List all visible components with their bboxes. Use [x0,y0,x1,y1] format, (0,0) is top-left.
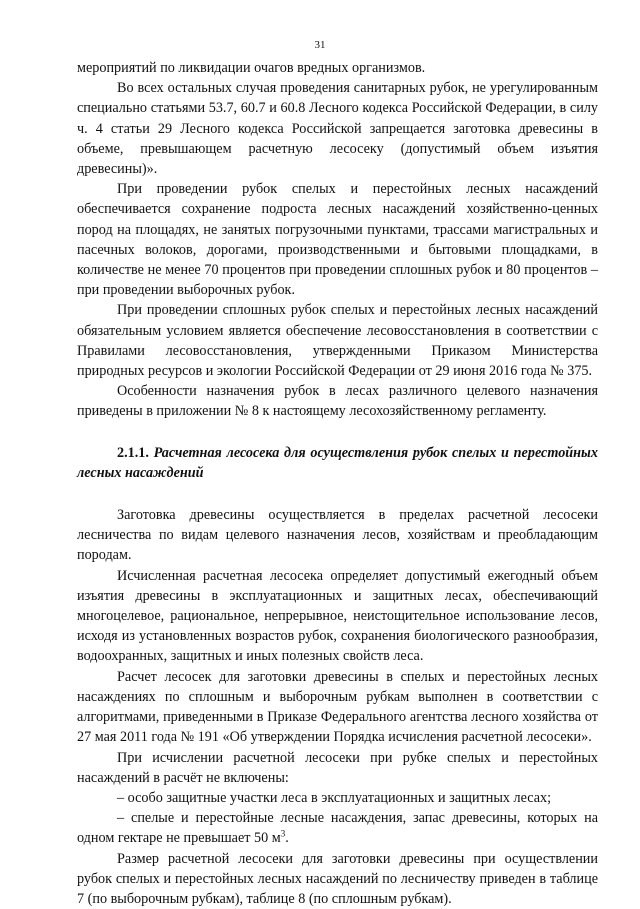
paragraph: При проведении рубок спелых и перестойных лесных насаждений обеспечивается сохранение подроста лесных насаждений хозяйственно-ценных пород на площадях, не занятых погрузочными пунктами, трассами магистральных и пасечных волоков, дорогами, производственными и бытовыми площадками, в количестве не менее 70 процентов при проведении сплошных рубок и 80 процентов – при проведении выборочных рубок. [77,181,598,299]
paragraph: Размер расчетной лесосеки для заготовки древесины при осуществлении рубок спелых и перестойных лесных насаждений по лесничеству приведен в таблице 7 (по выборочным рубкам), таблице 8 (по сплошным рубкам). [77,850,598,907]
page-number: 31 [314,39,326,51]
list-item-ending: . [285,830,289,847]
paragraph: Исчисленная расчетная лесосека определяет допустимый ежегодный объем изъятия древесины в эксплуатационных и защитных лесах, обеспечивающий многоцелевое, рациональное, непрерывное, неистощительное использование лесов, исходя из установленных возрастов рубок, сохранения биологического разнообразия, водоохранных, защитных и иных полезных свойств леса. [77,567,598,665]
superscript: 3 [280,828,286,839]
paragraph: Расчет лесосек для заготовки древесины в спелых и перестойных лесных насаждениях по сплошным и выборочным рубкам выполнен в соответствии с алгоритмами, приведенными в Приказе Федерального агентства лесного хозяйства от 27 мая 2011 года № 191 «Об утверждении Порядка исчисления расчетной лесосеки». [77,668,598,746]
paragraph: Особенности назначения рубок в лесах различного целевого назначения приведены в приложении № 8 к настоящему лесохозяйственному регламенту. [77,383,598,420]
section-heading [77,443,598,483]
paragraph: При исчислении расчетной лесосеки при рубке спелых и перестойных насаждений в расчёт не включены: [77,749,598,786]
list-item: – особо защитные участки леса в эксплуатационных и защитных лесах; [117,789,552,806]
paragraph: Во всех остальных случая проведения санитарных рубок, не урегулированным специально статьями 53.7, 60.7 и 60.8 Лесного кодекса Российской Федерации, в силу ч. 4 статьи 29 Лесного кодекса Российской запрещается заготовка древесины в объеме, превышающем расчетную лесосеку (допустимый объем изъятия древесины)». [77,80,598,178]
section-title: Расчетная лесосека для осуществления рубок спелых и перестойных лесных насаждений [77,444,598,481]
list-item-text: – спелые и перестойные лесные насаждения, запас древесины, которых на одном гектаре не превышает 50 м [77,810,598,847]
list-item [77,808,598,848]
section-number: 2.1.1. [117,444,149,461]
paragraph: мероприятий по ликвидации очагов вредных организмов. [77,60,426,76]
paragraph: Заготовка древесины осуществляется в пределах расчетной лесосеки лесничества по видам целевого назначения лесов, хозяйствам и преобладающим породам. [77,507,598,564]
paragraph: При проведении сплошных рубок спелых и перестойных лесных насаждений обязательным условием является обеспечение лесовосстановления в соответствии с Правилами лесовосстановления, утвержденными Приказом Министерства природных ресурсов и экологии Российской Федерации от 29 июня 2016 года № 375. [77,302,598,380]
page-content [77,58,598,909]
